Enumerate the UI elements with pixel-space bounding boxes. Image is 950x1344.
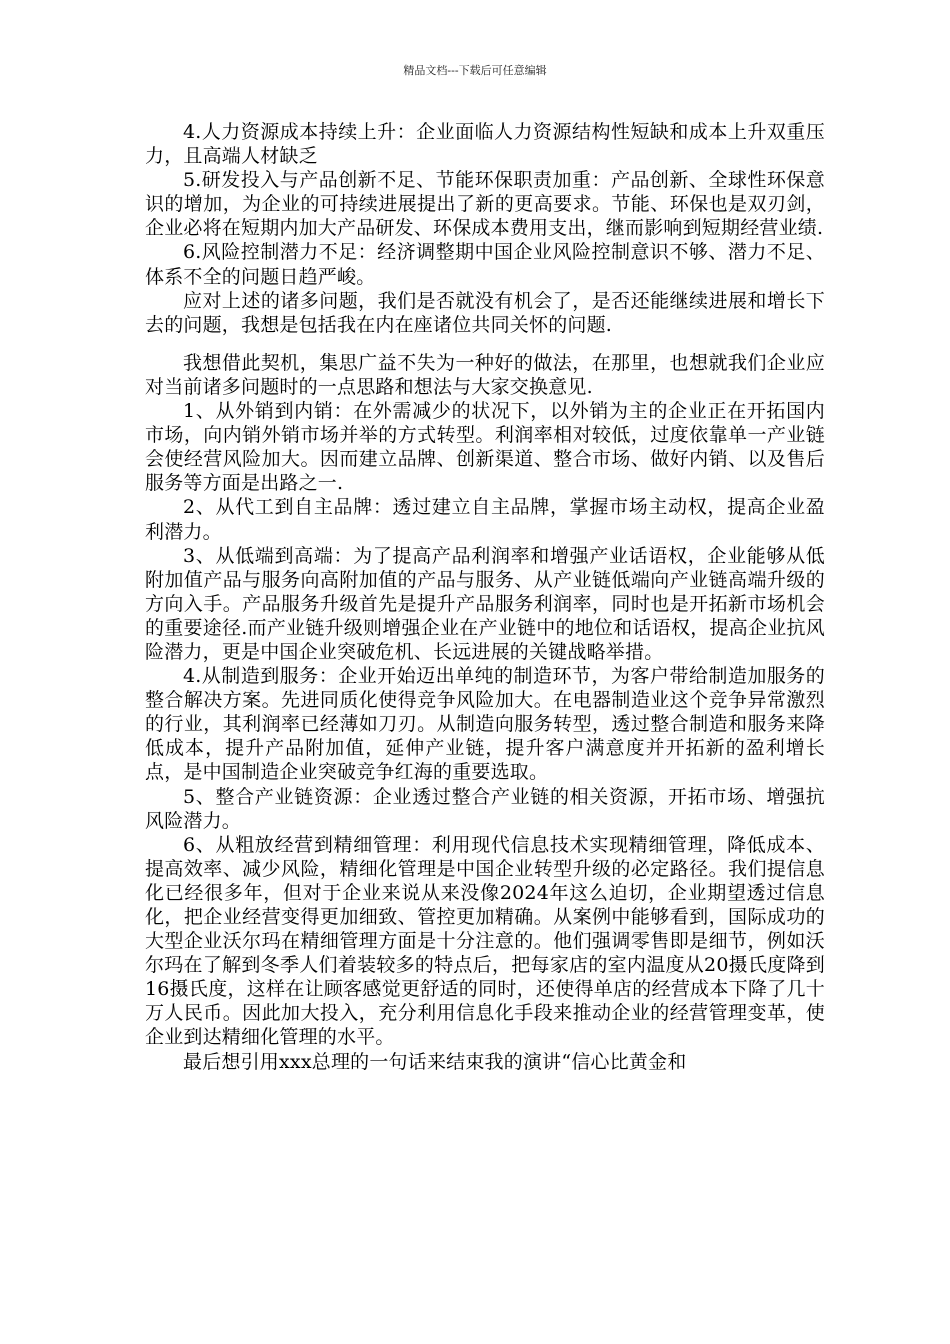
- paragraph-manufacture-to-service: 4.从制造到服务：企业开始迈出单纯的制造环节，为客户带给制造加服务的整合解决方案。先进同质化使得竞争风险加大。在电器制造业这个竞争异常激烈的行业，其利润率已经薄如刀刃。从制造向服务转型，透过整合制造和服务来降低成本，提升产品附加值，延伸产业链，提升客户满意度并开拓新的盈利增长点，是中国制造企业突破竞争红海的重要选取。: [145, 665, 825, 784]
- paragraph-closing: 最后想引用xxx总理的一句话来结束我的演讲“信心比黄金和: [183, 1050, 687, 1073]
- page-header: 精品文档---下载后可任意编辑: [403, 64, 547, 77]
- paragraph-risk-control: 6.风险控制潜力不足：经济调整期中国企业风险控制意识不够、潜力不足、体系不全的问题日趋严峻。: [145, 241, 825, 288]
- paragraph-fine-management: 6、从粗放经营到精细管理：利用现代信息技术实现精细管理，降低成本、提高效率、减少风险，精细化管理是中国企业转型升级的必定路径。我们提信息化已经很多年，但对于企业来说从来没像2024年这么迫切，企业期望透过信息化，把企业经营变得更加细致、管控更加精确。从案例中能够看到，国际成功的大型企业沃尔玛在精细管理方面是十分注意的。他们强调零售即是细节，例如沃尔玛在了解到冬季人们着装较多的特点后，把每家店的室内温度从20摄氏度降到16摄氏度，这样在让顾客感觉更舒适的同时，还使得单店的经营成本下降了几十万人民币。因此加大投入，充分利用信息化手段来推动企业的经营管理变革，使企业到达精细化管理的水平。: [145, 833, 825, 1049]
- paragraph-export-to-domestic: 1、从外销到内销：在外需减少的状况下，以外销为主的企业正在开拓国内市场，向内销外销市场并举的方式转型。利润率相对较低，过度依靠单一产业链会使经营风险加大。因而建立品牌、创新渠道、整合市场、做好内销、以及售后服务等方面是出路之一.: [145, 400, 825, 495]
- paragraph-industry-chain: 5、整合产业链资源：企业透过整合产业链的相关资源，开拓市场、增强抗风险潜力。: [145, 785, 825, 832]
- paragraph-own-brand: 2、从代工到自主品牌：透过建立自主品牌，掌握市场主动权，提高企业盈利潜力。: [145, 496, 825, 543]
- document-body: [145, 120, 825, 1074]
- paragraph-low-to-high: 3、从低端到高端：为了提高产品利润率和增强产业话语权，企业能够从低附加值产品与服务向高附加值的产品与服务、从产业链低端向产业链高端升级的方向入手。产品服务升级首先是提升产品服务利润率，同时也是开拓新市场机会的重要途径.而产业链升级则增强企业在产业链中的地位和话语权，提高企业抗风险潜力，更是中国企业突破危机、长远进展的关键战略举措。: [145, 544, 825, 663]
- paragraph-intro-ideas: 我想借此契机，集思广益不失为一种好的做法，在那里，也想就我们企业应对当前诸多问题时的一点思路和想法与大家交换意见.: [145, 351, 825, 398]
- paragraph-question: 应对上述的诸多问题，我们是否就没有机会了，是否还能继续进展和增长下去的问题，我想是包括我在内在座诸位共同关怀的问题.: [145, 289, 825, 336]
- paragraph-hr-cost: 4.人力资源成本持续上升：企业面临人力资源结构性短缺和成本上升双重压力，且高端人材缺乏: [145, 121, 825, 168]
- paragraph-rd-innovation: 5.研发投入与产品创新不足、节能环保职责加重：产品创新、全球性环保意识的增加，为企业的可持续进展提出了新的更高要求。节能、环保也是双刃剑，企业必将在短期内加大产品研发、环保成本费用支出，继而影响到短期经营业绩.: [145, 169, 825, 240]
